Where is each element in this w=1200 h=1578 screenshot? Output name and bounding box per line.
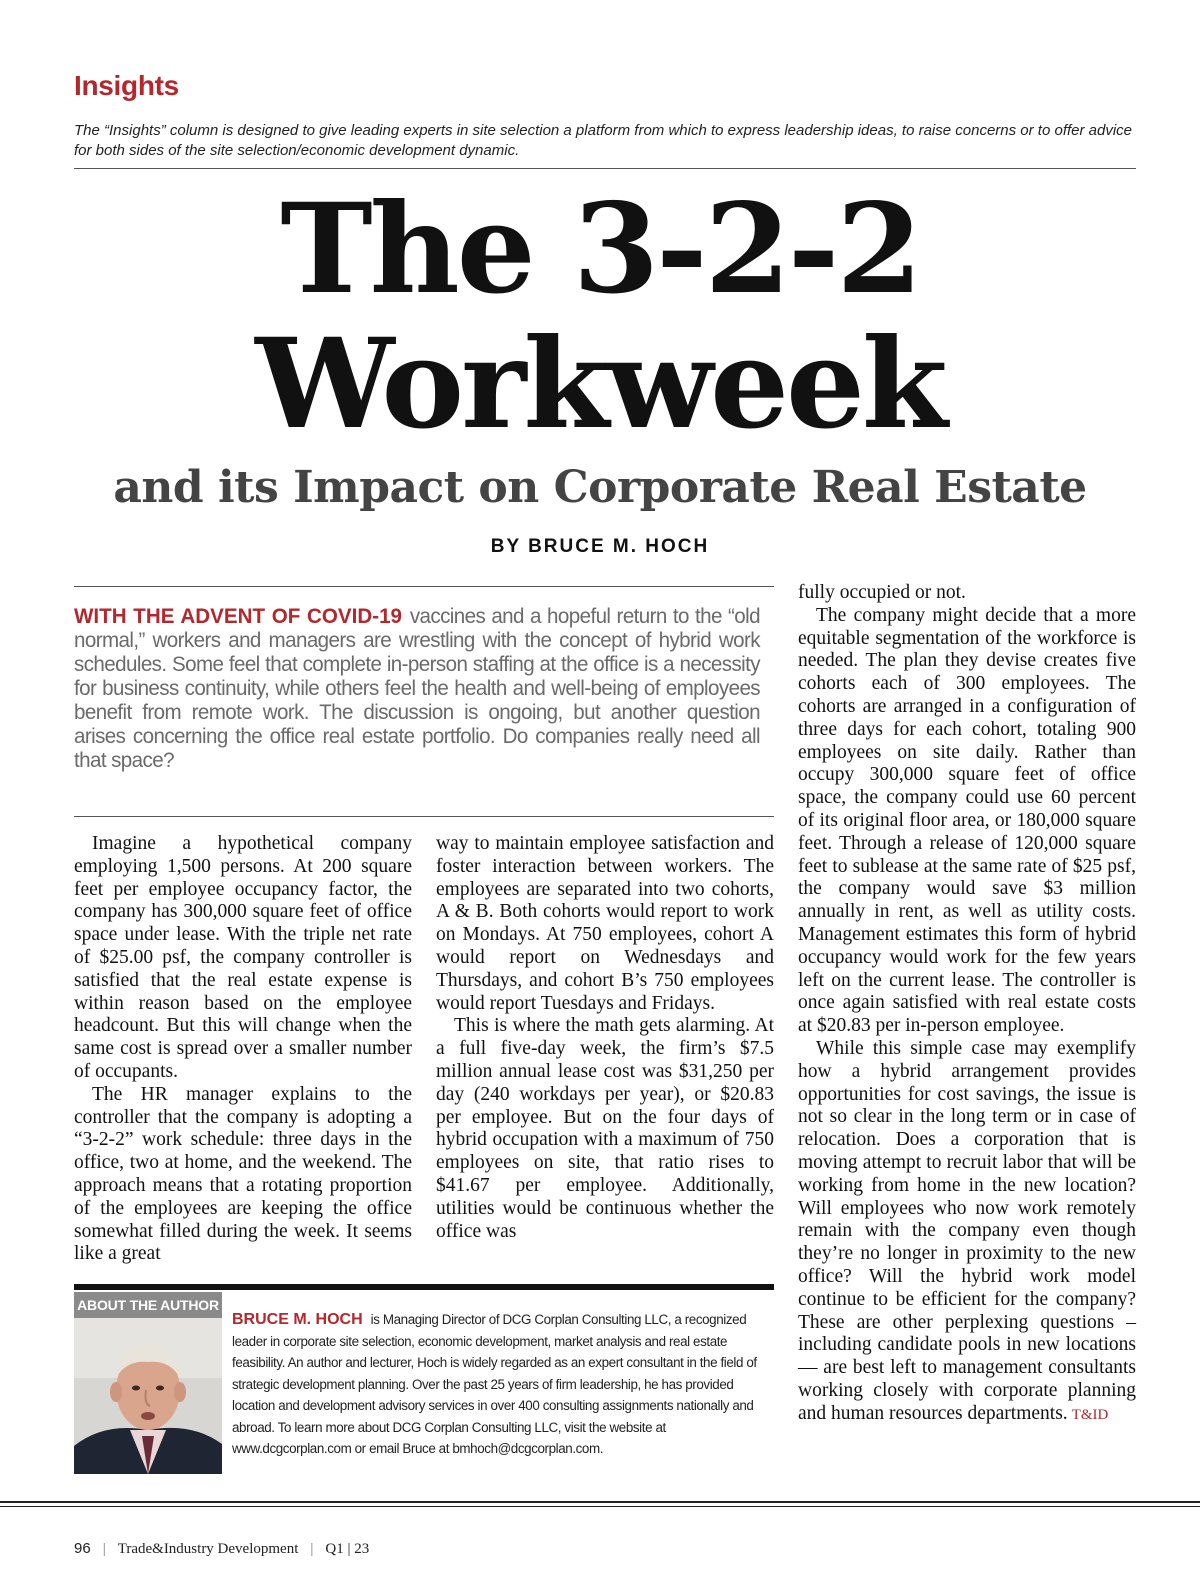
body-paragraph <box>798 1038 1136 1427</box>
about-the-author-tab: ABOUT THE AUTHOR <box>74 1292 222 1318</box>
article-title-line-2: Workweek <box>255 312 945 457</box>
body-paragraph: Imagine a hypothetical company employing 1,500 persons. At 200 square feet per employee occupancy factor, the company has 300,000 square feet of office space under lease. With the triple net rate of $25.00 psf, the company controller is satisfied that the real estate expense is within reason based on the employee headcount. But this will change when the same cost is spread over a smaller number of occupants. <box>74 833 412 1082</box>
lede-paragraph <box>74 605 760 773</box>
portrait-photo-icon <box>74 1318 222 1474</box>
body-paragraph: This is where the math gets alarming. At a full five-day week, the firm’s $7.5 million annual lease cost was $31,250 per day (240 workdays per year), or $20.83 per employee. But on the four days of hybrid occupation with a maximum of 750 employees on site, that ratio rises to $41.67 per employee. Additionally, utilities would be continuous whether the office was <box>436 1015 774 1242</box>
end-mark: T&ID <box>1071 1406 1109 1423</box>
page-number: 96 <box>74 1540 91 1557</box>
issue-label: Q1 | 23 <box>325 1541 370 1557</box>
author-name: BRUCE M. HOCH <box>232 1311 363 1328</box>
footer-rule <box>0 1501 1200 1503</box>
body-paragraph: fully occupied or not. <box>798 582 966 603</box>
header-divider <box>74 168 1136 169</box>
page-footer <box>74 1540 369 1560</box>
lede-text: vaccines and a hopeful return to the “old normal,” workers and managers are wrestling with the concept of hybrid work schedules. Some feel that complete in-person staffing at the office is a necessity for business continuity, while others feel the health and well-being of employees benefit from remote work. The discussion is ongoing, but another question arises concerning the office real estate portfolio. Do companies really need all that space? <box>74 605 760 772</box>
author-bio <box>232 1309 772 1460</box>
column-intro-note: The “Insights” column is designed to give leading experts in site selection a platform from which to express leadership ideas, to raise concerns or to offer advice for both sides of the site selection/economic development dynamic. <box>74 122 1133 159</box>
lede-bottom-divider <box>74 816 774 817</box>
body-paragraph-text: While this simple case may exemplify how a hybrid arrangement provides opportunities for cost savings, the issue is not so clear in the long term or in case of relocation. Does a corporation that is moving attempt to recruit labor that will be working from home in the new location? Will employees who now work remotely remain with the company even though they’re no longer in proximity to the new office? Will the hybrid work model continue to be efficient for the company? These are other perplexing questions – including candidate pools in new locations — are best left to management consultants working closely with corporate planning and human resources departments. <box>798 1037 1136 1424</box>
footer-separator: | <box>310 1541 314 1557</box>
article-title-line-1: The 3-2-2 <box>280 177 920 322</box>
body-paragraph: way to maintain employee satisfaction and foster interaction between workers. The employees are separated into two cohorts, A & B. Both cohorts would report to work on Mondays. At 750 employees, cohort A would report on Wednesdays and Thursdays, and cohort B’s 750 employees would report Tuesdays and Fridays. <box>436 833 774 1014</box>
publication-name: Trade&Industry Development <box>117 1541 299 1557</box>
author-box-top-bar <box>74 1284 774 1290</box>
body-paragraph: The company might decide that a more equitable segmentation of the workforce is needed. The plan they devise creates five cohorts each of 300 employees. The cohorts are arranged in a configuration of three days for each cohort, totaling 900 employees on site daily. Rather than occupy 300,000 square feet of office space, the company could use 60 percent of its original floor area, or 180,000 square feet. Through a release of 120,000 square feet to sublease at the same rate of $25 psf, the company would save $3 million annually in rent, as well as utility costs. Management estimates this form of hybrid occupancy would work for the few years left on the current lease. The controller is once again satisfied with real estate costs at $20.83 per in-person employee. <box>798 604 1136 1037</box>
body-column-3 <box>798 582 1136 1426</box>
byline: BY BRUCE M. HOCH <box>490 536 710 557</box>
article-subtitle: and its Impact on Corporate Real Estate <box>113 462 1087 513</box>
footer-separator: | <box>102 1541 106 1557</box>
section-label: Insights <box>74 70 179 101</box>
lede-top-divider <box>74 586 774 587</box>
body-column-1 <box>74 833 412 1266</box>
lede-lead-in: WITH THE ADVENT OF COVID-19 <box>74 605 402 628</box>
body-paragraph: The HR manager explains to the controller that the company is adopting a “3-2-2” work schedule: three days in the office, two at home, and the weekend. The approach means that a rotating proportion of the employees are keeping the office somewhat filled during the week. It seems like a great <box>74 1083 412 1265</box>
footer-rule-thin <box>0 1506 1200 1507</box>
body-column-2 <box>436 833 774 1243</box>
author-bio-text: is Managing Director of DCG Corplan Consulting LLC, a recognized leader in corporate site selection, economic development, market analysis and real estate feasibility. An author and lecturer, Hoch is widely regarded as an expert consultant in the field of strategic development planning. Over the past 25 years of firm leadership, he has provided location and development advisory services in over 400 consulting assignments nationally and abroad. To learn more about DCG Corplan Consulting LLC, visit the website at www.dcgcorplan.com or email Bruce at bmhoch@dcgcorplan.com. <box>232 1312 757 1456</box>
